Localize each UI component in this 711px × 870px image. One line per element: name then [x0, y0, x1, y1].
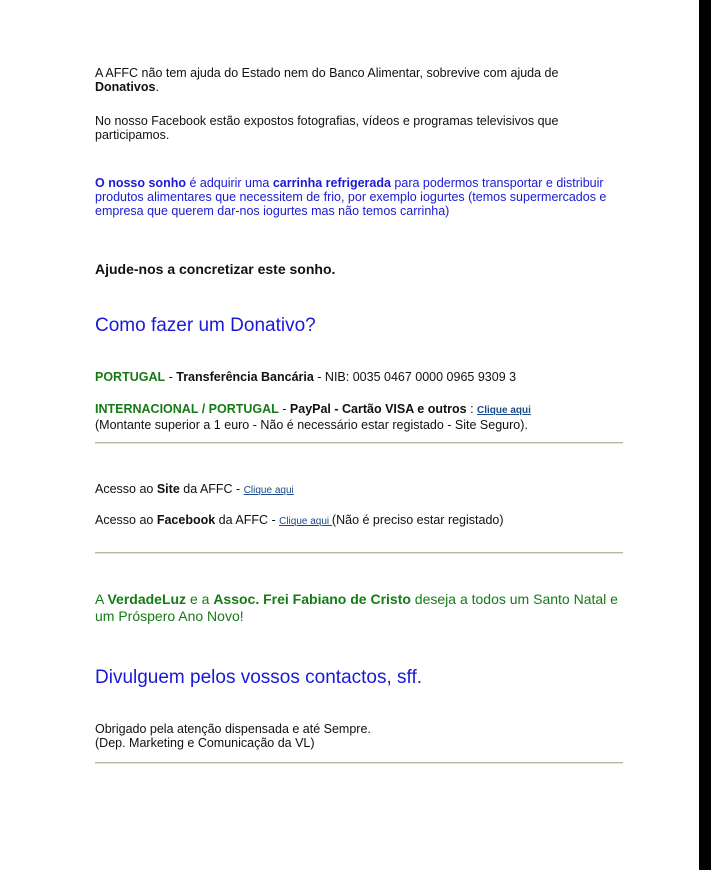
help-heading: Ajude-nos a concretizar este sonho.	[95, 261, 336, 277]
portugal-label: PORTUGAL	[95, 370, 166, 384]
donation-heading: Como fazer um Donativo?	[95, 315, 316, 336]
facebook-bold: Facebook	[156, 513, 216, 527]
facebook-link[interactable]: Clique aqui	[279, 516, 332, 527]
international-line	[95, 402, 531, 432]
international-label: INTERNACIONAL / PORTUGAL	[95, 402, 279, 416]
site-access-post: da AFFC -	[179, 482, 244, 496]
facebook-paragraph	[95, 114, 625, 142]
facebook-access-line	[95, 513, 504, 529]
closing-line-1: Obrigado pela atenção dispensada e até Sempre.	[95, 722, 371, 736]
dream-text-2: para podermos transportar e distribuir produtos alimentares que necessitem de frio, por exemplo iogurtes (temos supermercados e empresa que querem dar-nos iogurtes mas não temos carrinha)	[95, 176, 607, 218]
christmas-mid: e a	[186, 591, 214, 607]
site-link[interactable]: Clique aqui	[243, 485, 294, 496]
portugal-line	[95, 370, 516, 384]
dream-bold: O nosso sonho	[95, 176, 186, 190]
verdadeluz-bold: VerdadeLuz	[107, 591, 187, 607]
christmas-greeting	[95, 591, 625, 625]
right-edge-bar	[699, 0, 711, 870]
facebook-access-pre: Acesso ao	[95, 513, 157, 527]
share-heading: Divulguem pelos vossos contactos, sff.	[95, 667, 423, 688]
paypal-link[interactable]: Clique aqui	[477, 405, 531, 416]
facebook-access-post: da AFFC -	[215, 513, 280, 527]
christmas-pre: A	[95, 591, 108, 607]
facebook-access-note: (Não é preciso estar registado)	[331, 513, 504, 527]
facebook-text: No nosso Facebook estão expostos fotografias, vídeos e programas televisivos que participamos.	[95, 114, 559, 142]
christmas-post: deseja a todos um Santo Natal e um Próspero Ano Novo!	[95, 591, 618, 624]
donativos-bold: Donativos	[95, 80, 156, 94]
site-access-pre: Acesso ao	[95, 482, 157, 496]
dream-paragraph	[95, 176, 625, 218]
nib-number: - NIB: 0035 0467 0000 0965 9309 3	[313, 370, 517, 384]
closing-line-2: (Dep. Marketing e Comunicação da VL)	[95, 736, 315, 750]
international-colon: :	[466, 402, 478, 416]
paypal-label: PayPal - Cartão VISA e outros	[289, 402, 467, 416]
assoc-bold: Assoc. Frei Fabiano de Cristo	[213, 591, 411, 607]
international-note: (Montante superior a 1 euro - Não é necessário estar registado - Site Seguro).	[95, 418, 528, 432]
intro-paragraph	[95, 66, 625, 94]
van-bold: carrinha refrigerada	[272, 176, 391, 190]
intro-text: A AFFC não tem ajuda do Estado nem do Banco Alimentar, sobrevive com ajuda de	[95, 66, 559, 80]
site-access-line	[95, 482, 294, 498]
dream-text-1: é adquirir uma	[185, 176, 273, 190]
bank-transfer-label: Transferência Bancária	[176, 370, 314, 384]
portugal-sep: -	[165, 370, 177, 384]
divider-2	[95, 552, 623, 554]
intro-period: .	[155, 80, 159, 94]
international-sep: -	[278, 402, 290, 416]
divider-3	[95, 762, 623, 764]
divider-1	[95, 442, 623, 444]
site-bold: Site	[156, 482, 180, 496]
closing-paragraph	[95, 722, 371, 750]
